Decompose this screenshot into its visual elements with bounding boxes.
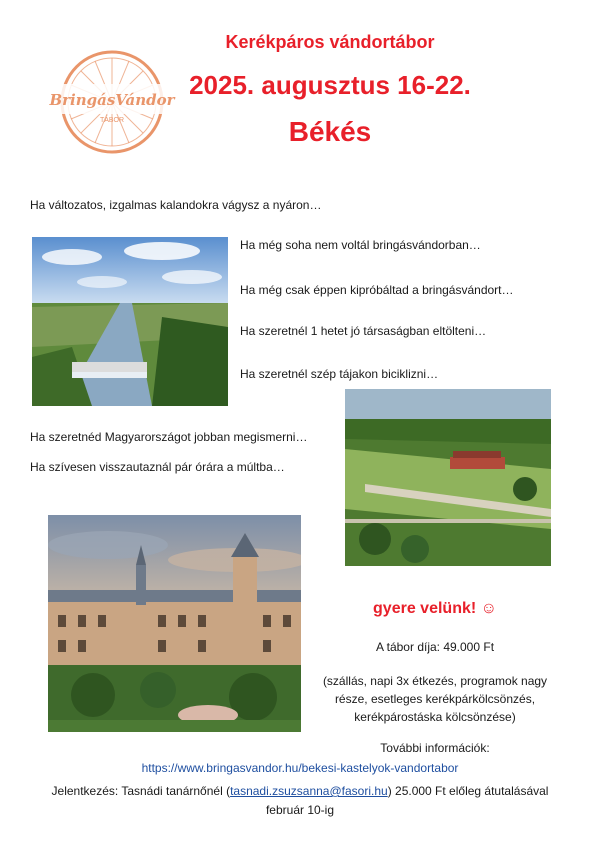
intro-line-7: Ha szívesen visszautaznál pár órára a múltba… [30, 460, 285, 474]
registration-deadline: február 10-ig [265, 803, 335, 817]
bicycle-wheel-logo-icon [48, 48, 176, 156]
registration-text [0, 784, 600, 798]
registration-suffix: ) 25.000 Ft előleg átutalásával [387, 784, 549, 798]
intro-line-2: Ha még soha nem voltál bringásvándorban… [240, 238, 481, 252]
call-to-action: gyere velünk! ☺ [373, 600, 497, 617]
intro-line-3: Ha még csak éppen kipróbáltad a bringásvándort… [240, 283, 514, 297]
event-dates: 2025. augusztus 16-22. [189, 70, 471, 100]
email-link[interactable]: tasnadi.zsuzsanna@fasori.hu [230, 784, 388, 798]
page-title: Kerékpáros vándortábor [225, 32, 435, 52]
campsite-aerial-photo [345, 389, 551, 566]
castle-photo [48, 515, 301, 732]
logo [48, 48, 176, 156]
info-link[interactable]: https://www.bringasvandor.hu/bekesi-kastelyok-vandortabor [141, 761, 459, 775]
river-dam-photo [32, 237, 228, 406]
intro-line-6: Ha szeretnéd Magyarországot jobban megismerni… [30, 430, 308, 444]
logo-brand-text: BringásVándor [49, 91, 175, 109]
registration-prefix: Jelentkezés: Tasnádi tanárnőnél ( [51, 784, 231, 798]
info-label: További információk: [380, 741, 490, 755]
intro-line-5: Ha szeretnél szép tájakon biciklizni… [240, 367, 439, 381]
includes-text: (szállás, napi 3x étkezés, programok nagy része, esetleges kerékpárkölcsönzés, kerékpárostáska kölcsönzése) [322, 674, 548, 724]
logo-sub-text: TÁBOR [99, 117, 125, 124]
event-location: Békés [288, 116, 372, 147]
price-text: A tábor díja: 49.000 Ft [375, 640, 495, 654]
intro-line-1: Ha változatos, izgalmas kalandokra vágysz a nyáron… [30, 198, 322, 212]
intro-line-4: Ha szeretnél 1 hetet jó társaságban eltölteni… [240, 324, 487, 338]
